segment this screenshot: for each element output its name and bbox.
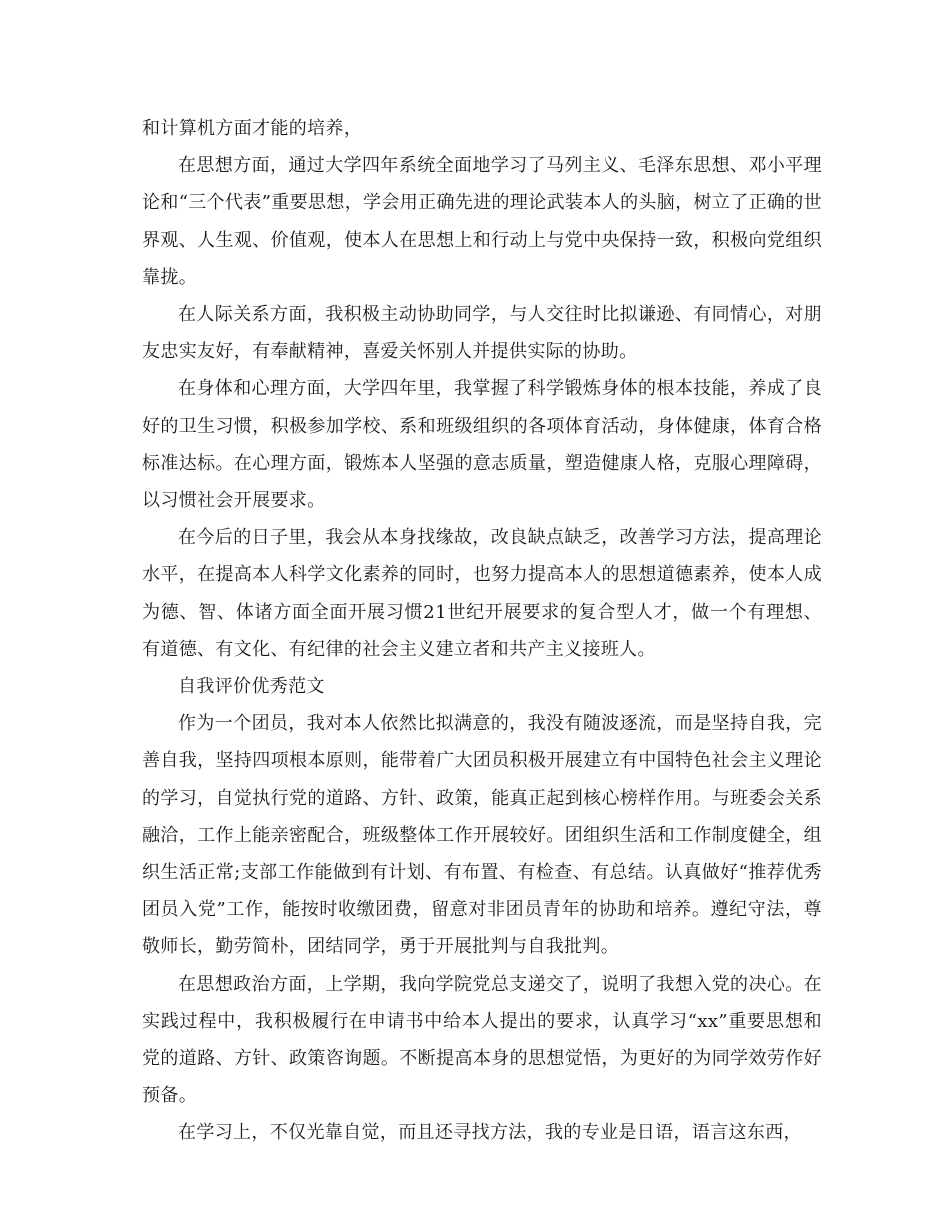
section-heading: 自我评价优秀范文 [178,676,325,698]
paragraph-politics: 在思想政治方面，上学期，我向学院党总支递交了，说明了我想入党的决心。在实践过程中，我积极履行在申请书中给本人提出的要求，认真学习“xx”重要思想和党的道路、方针、政策咨询题。不断提高本身的思想觉悟，为更好的为同学效劳作好预备。 [142,973,822,1107]
paragraph-study: 在学习上，不仅光靠自觉，而且还寻找方法，我的专业是日语，语言这东西， [178,1122,802,1144]
paragraph-relationships: 在人际关系方面，我积极主动协助同学，与人交往时比拟谦逊、有同情心，对朋友忠实友好，有奉献精神，喜爱关怀别人并提供实际的协助。 [142,304,822,363]
paragraph-future: 在今后的日子里，我会从本身找缘故，改良缺点缺乏，改善学习方法，提高理论水平，在提高本人科学文化素养的同时，也努力提高本人的思想道德素养，使本人成为德、智、体诸方面全面开展习惯21世纪开展要求的复合型人才，做一个有理想、有道德、有文化、有纪律的社会主义建立者和共产主义接班人。 [142,527,822,660]
document-body [142,110,822,1152]
paragraph-league-member: 作为一个团员，我对本人依然比拟满意的，我没有随波逐流，而是坚持自我，完善自我，坚持四项根本原则，能带着广大团员积极开展建立有中国特色社会主义理论的学习，自觉执行党的道路、方针、政策，能真正起到核心榜样作用。与班委会关系融洽，工作上能亲密配合，班级整体工作开展较好。团组织生活和工作制度健全，组织生活正常;支部工作能做到有计划、有布置、有检查、有总结。认真做好“推荐优秀团员入党”工作，能按时收缴团费，留意对非团员青年的协助和培养。遵纪守法，尊敬师长，勤劳简朴，团结同学，勇于开展批判与自我批判。 [142,713,822,958]
paragraph-ideology: 在思想方面，通过大学四年系统全面地学习了马列主义、毛泽东思想、邓小平理论和“三个代表”重要思想，学会用正确先进的理论武装本人的头脑，树立了正确的世界观、人生观、价值观，使本人在思想上和行动上与党中央保持一致，积极向党组织靠拢。 [142,155,822,288]
paragraph-health: 在身体和心理方面，大学四年里，我掌握了科学锻炼身体的根本技能，养成了良好的卫生习惯，积极参加学校、系和班级组织的各项体育活动，身体健康，体育合格标准达标。在心理方面，锻炼本人坚强的意志质量，塑造健康人格，克服心理障碍，以习惯社会开展要求。 [142,378,822,512]
paragraph-continuation: 和计算机方面才能的培养， [142,118,363,139]
